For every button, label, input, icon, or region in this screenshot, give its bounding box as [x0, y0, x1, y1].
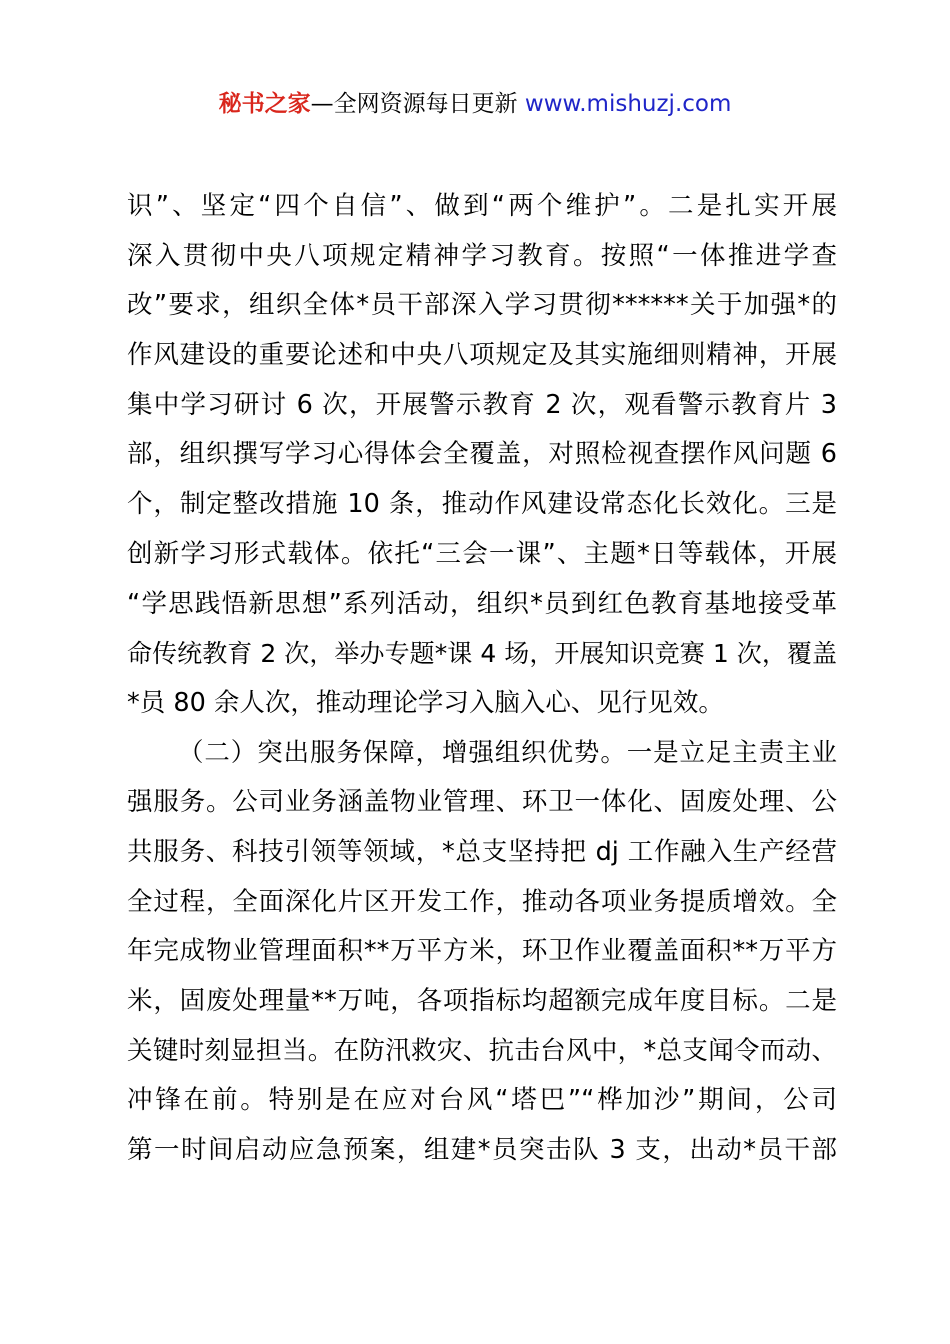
header-brand: 秘书之家	[218, 91, 311, 117]
text-line: 强服务。公司业务涵盖物业管理、环卫一体化、固废处理、公	[127, 787, 837, 818]
text-line: 个，制定整改措施 10 条，推动作风建设常态化长效化。三是	[127, 489, 837, 520]
section-heading-line: （二）突出服务保障，增强组织优势。一是立足主责主业	[178, 737, 837, 768]
text-line: 集中学习研讨 6 次，开展警示教育 2 次，观看警示教育片 3	[127, 389, 837, 420]
text-line: 命传统教育 2 次，举办专题*课 4 场，开展知识竞赛 1 次，覆盖	[127, 639, 837, 669]
text-line: 米，固废处理量**万吨，各项指标均超额完成年度目标。二是	[127, 986, 837, 1016]
text-line: 深入贯彻中央八项规定精神学习教育。按照“一体推进学查	[127, 240, 837, 271]
header-url-link[interactable]: www.mishuzj.com	[524, 91, 732, 117]
text-line: *员 80 余人次，推动理论学习入脑入心、见行见效。	[127, 687, 724, 718]
text-line: 冲锋在前。特别是在应对台风“塔巴”“桦加沙”期间，公司	[127, 1085, 837, 1116]
text-line: 创新学习形式载体。依托“三会一课”、主题*日等载体，开展	[127, 538, 837, 569]
text-line: 第一时间启动应急预案，组建*员突击队 3 支，出动*员干部	[127, 1135, 837, 1166]
page-header	[0, 86, 950, 122]
text-line: 识”、坚定“四个自信”、做到“两个维护”。二是扎实开展	[127, 191, 837, 221]
paragraph	[127, 182, 837, 729]
document-body	[127, 182, 837, 1176]
text-line: 共服务、科技引领等领域，*总支坚持把 dj 工作融入生产经营	[127, 836, 837, 867]
text-line: 年完成物业管理面积**万平方米，环卫作业覆盖面积**万平方	[127, 936, 837, 967]
text-line: 关键时刻显担当。在防汛救灾、抗击台风中，*总支闻令而动、	[127, 1035, 837, 1066]
text-line: 部，组织撰写学习心得体会全覆盖，对照检视查摆作风问题 6	[127, 439, 837, 470]
text-line: “学思践悟新思想”系列活动，组织*员到红色教育基地接受革	[127, 588, 837, 619]
text-line: 全过程，全面深化片区开发工作，推动各项业务提质增效。全	[127, 886, 837, 917]
text-line: 改”要求，组织全体*员干部深入学习贯彻******关于加强*的	[127, 290, 837, 321]
header-tagline: —全网资源每日更新	[310, 91, 518, 117]
text-line: 作风建设的重要论述和中央八项规定及其实施细则精神，开展	[127, 340, 837, 371]
paragraph	[127, 729, 837, 1176]
